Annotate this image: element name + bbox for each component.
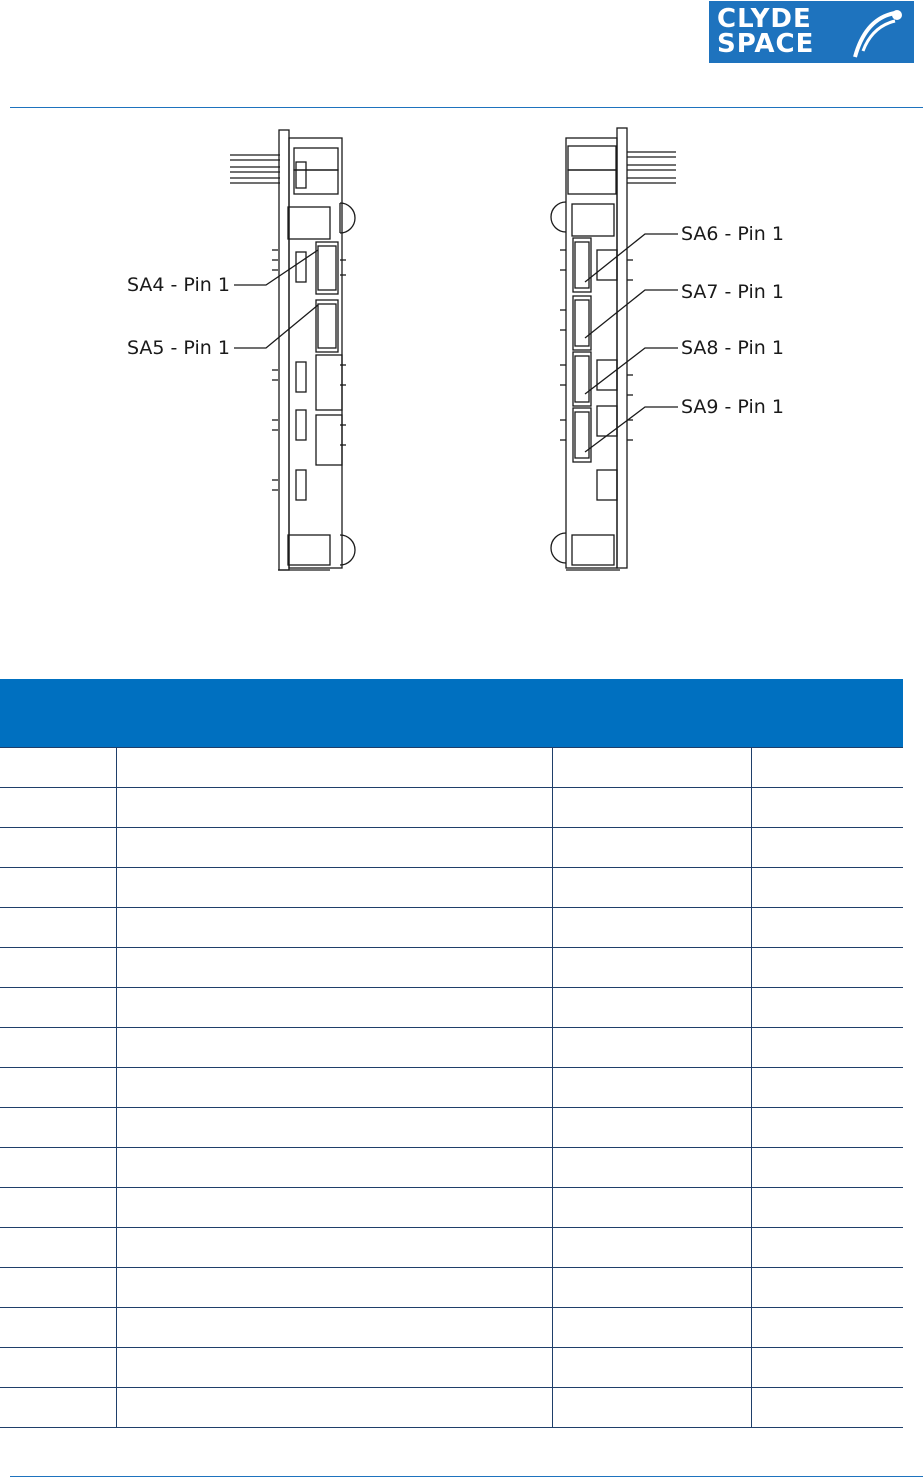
table-row xyxy=(0,788,903,828)
table-cell xyxy=(552,788,751,828)
table-row xyxy=(0,1028,903,1068)
table-cell xyxy=(552,1308,751,1348)
table-cell xyxy=(116,1148,552,1188)
table-cell xyxy=(751,1028,903,1068)
table-cell xyxy=(0,1188,116,1228)
table-row xyxy=(0,1068,903,1108)
table-cell xyxy=(0,988,116,1028)
table-cell xyxy=(751,1268,903,1308)
table-cell xyxy=(552,1068,751,1108)
table-row xyxy=(0,1388,903,1428)
table-cell xyxy=(116,1108,552,1148)
table-cell xyxy=(751,1108,903,1148)
table-header-row xyxy=(0,679,903,748)
clyde-space-logo xyxy=(709,1,914,63)
table-cell xyxy=(0,1308,116,1348)
table-cell xyxy=(0,1268,116,1308)
table-header-cell xyxy=(116,679,552,748)
logo-swoosh-icon xyxy=(851,5,911,61)
table-cell xyxy=(552,868,751,908)
table-cell xyxy=(116,1308,552,1348)
callout-sa7-pin1: SA7 - Pin 1 xyxy=(681,281,784,303)
table-cell xyxy=(552,908,751,948)
table-cell xyxy=(552,988,751,1028)
table-row xyxy=(0,828,903,868)
table-row xyxy=(0,908,903,948)
table-cell xyxy=(0,908,116,948)
table-cell xyxy=(751,788,903,828)
table-cell xyxy=(552,1188,751,1228)
table-cell xyxy=(0,868,116,908)
board-side-views-figure xyxy=(0,110,923,590)
table-cell xyxy=(552,1268,751,1308)
left-board-view xyxy=(230,130,355,570)
table-cell xyxy=(116,1068,552,1108)
table-cell xyxy=(116,908,552,948)
table-cell xyxy=(0,1228,116,1268)
table-row xyxy=(0,1228,903,1268)
table-cell xyxy=(0,1028,116,1068)
table-cell xyxy=(751,948,903,988)
table-cell xyxy=(116,788,552,828)
table-cell xyxy=(0,748,116,788)
callout-sa9-pin1: SA9 - Pin 1 xyxy=(681,396,784,418)
table-header-cell xyxy=(751,679,903,748)
table-cell xyxy=(0,828,116,868)
table-body xyxy=(0,748,903,1428)
table-cell xyxy=(116,1028,552,1068)
table-row xyxy=(0,1308,903,1348)
table-cell xyxy=(552,828,751,868)
logo-text-line2: SPACE xyxy=(717,29,815,59)
table-cell xyxy=(751,1308,903,1348)
table-cell xyxy=(116,1348,552,1388)
table-cell xyxy=(0,1348,116,1388)
table-cell xyxy=(116,1268,552,1308)
table-cell xyxy=(751,1228,903,1268)
table-row xyxy=(0,988,903,1028)
table-cell xyxy=(552,1228,751,1268)
callout-sa6-pin1: SA6 - Pin 1 xyxy=(681,223,784,245)
table-cell xyxy=(0,1148,116,1188)
callout-sa5-pin1: SA5 - Pin 1 xyxy=(127,337,230,359)
table-cell xyxy=(552,1108,751,1148)
table-row xyxy=(0,1348,903,1388)
pin-table xyxy=(0,679,903,1428)
table-cell xyxy=(751,1188,903,1228)
table-cell xyxy=(116,988,552,1028)
table-cell xyxy=(0,1388,116,1428)
right-board-view xyxy=(551,128,678,570)
table-cell xyxy=(116,1188,552,1228)
table-cell xyxy=(0,1068,116,1108)
table-cell xyxy=(0,1108,116,1148)
logo-text-line1: CLYDE xyxy=(717,4,812,34)
table-cell xyxy=(552,948,751,988)
table-cell xyxy=(751,828,903,868)
table-cell xyxy=(751,1068,903,1108)
table-cell xyxy=(751,1388,903,1428)
table-cell xyxy=(552,1028,751,1068)
table-row xyxy=(0,748,903,788)
table-cell xyxy=(116,1228,552,1268)
table-cell xyxy=(116,1388,552,1428)
table-cell xyxy=(552,1388,751,1428)
table-cell xyxy=(552,1348,751,1388)
footer-rule xyxy=(10,1476,923,1477)
table-row xyxy=(0,1268,903,1308)
table-cell xyxy=(552,1148,751,1188)
table-cell xyxy=(751,908,903,948)
table-row xyxy=(0,1108,903,1148)
table-cell xyxy=(0,788,116,828)
table-cell xyxy=(116,868,552,908)
table-cell xyxy=(751,868,903,908)
table-cell xyxy=(751,988,903,1028)
table-cell xyxy=(751,1148,903,1188)
callout-sa8-pin1: SA8 - Pin 1 xyxy=(681,337,784,359)
table-cell xyxy=(751,748,903,788)
table-row xyxy=(0,1148,903,1188)
callout-sa4-pin1: SA4 - Pin 1 xyxy=(127,274,230,296)
table-row xyxy=(0,948,903,988)
table-cell xyxy=(116,748,552,788)
table-header-cell xyxy=(0,679,116,748)
table-row xyxy=(0,1188,903,1228)
table-cell xyxy=(751,1348,903,1388)
header-rule xyxy=(10,107,923,108)
table-header-cell xyxy=(552,679,751,748)
table-cell xyxy=(0,948,116,988)
table-row xyxy=(0,868,903,908)
table-cell xyxy=(116,828,552,868)
table-cell xyxy=(552,748,751,788)
table-cell xyxy=(116,948,552,988)
